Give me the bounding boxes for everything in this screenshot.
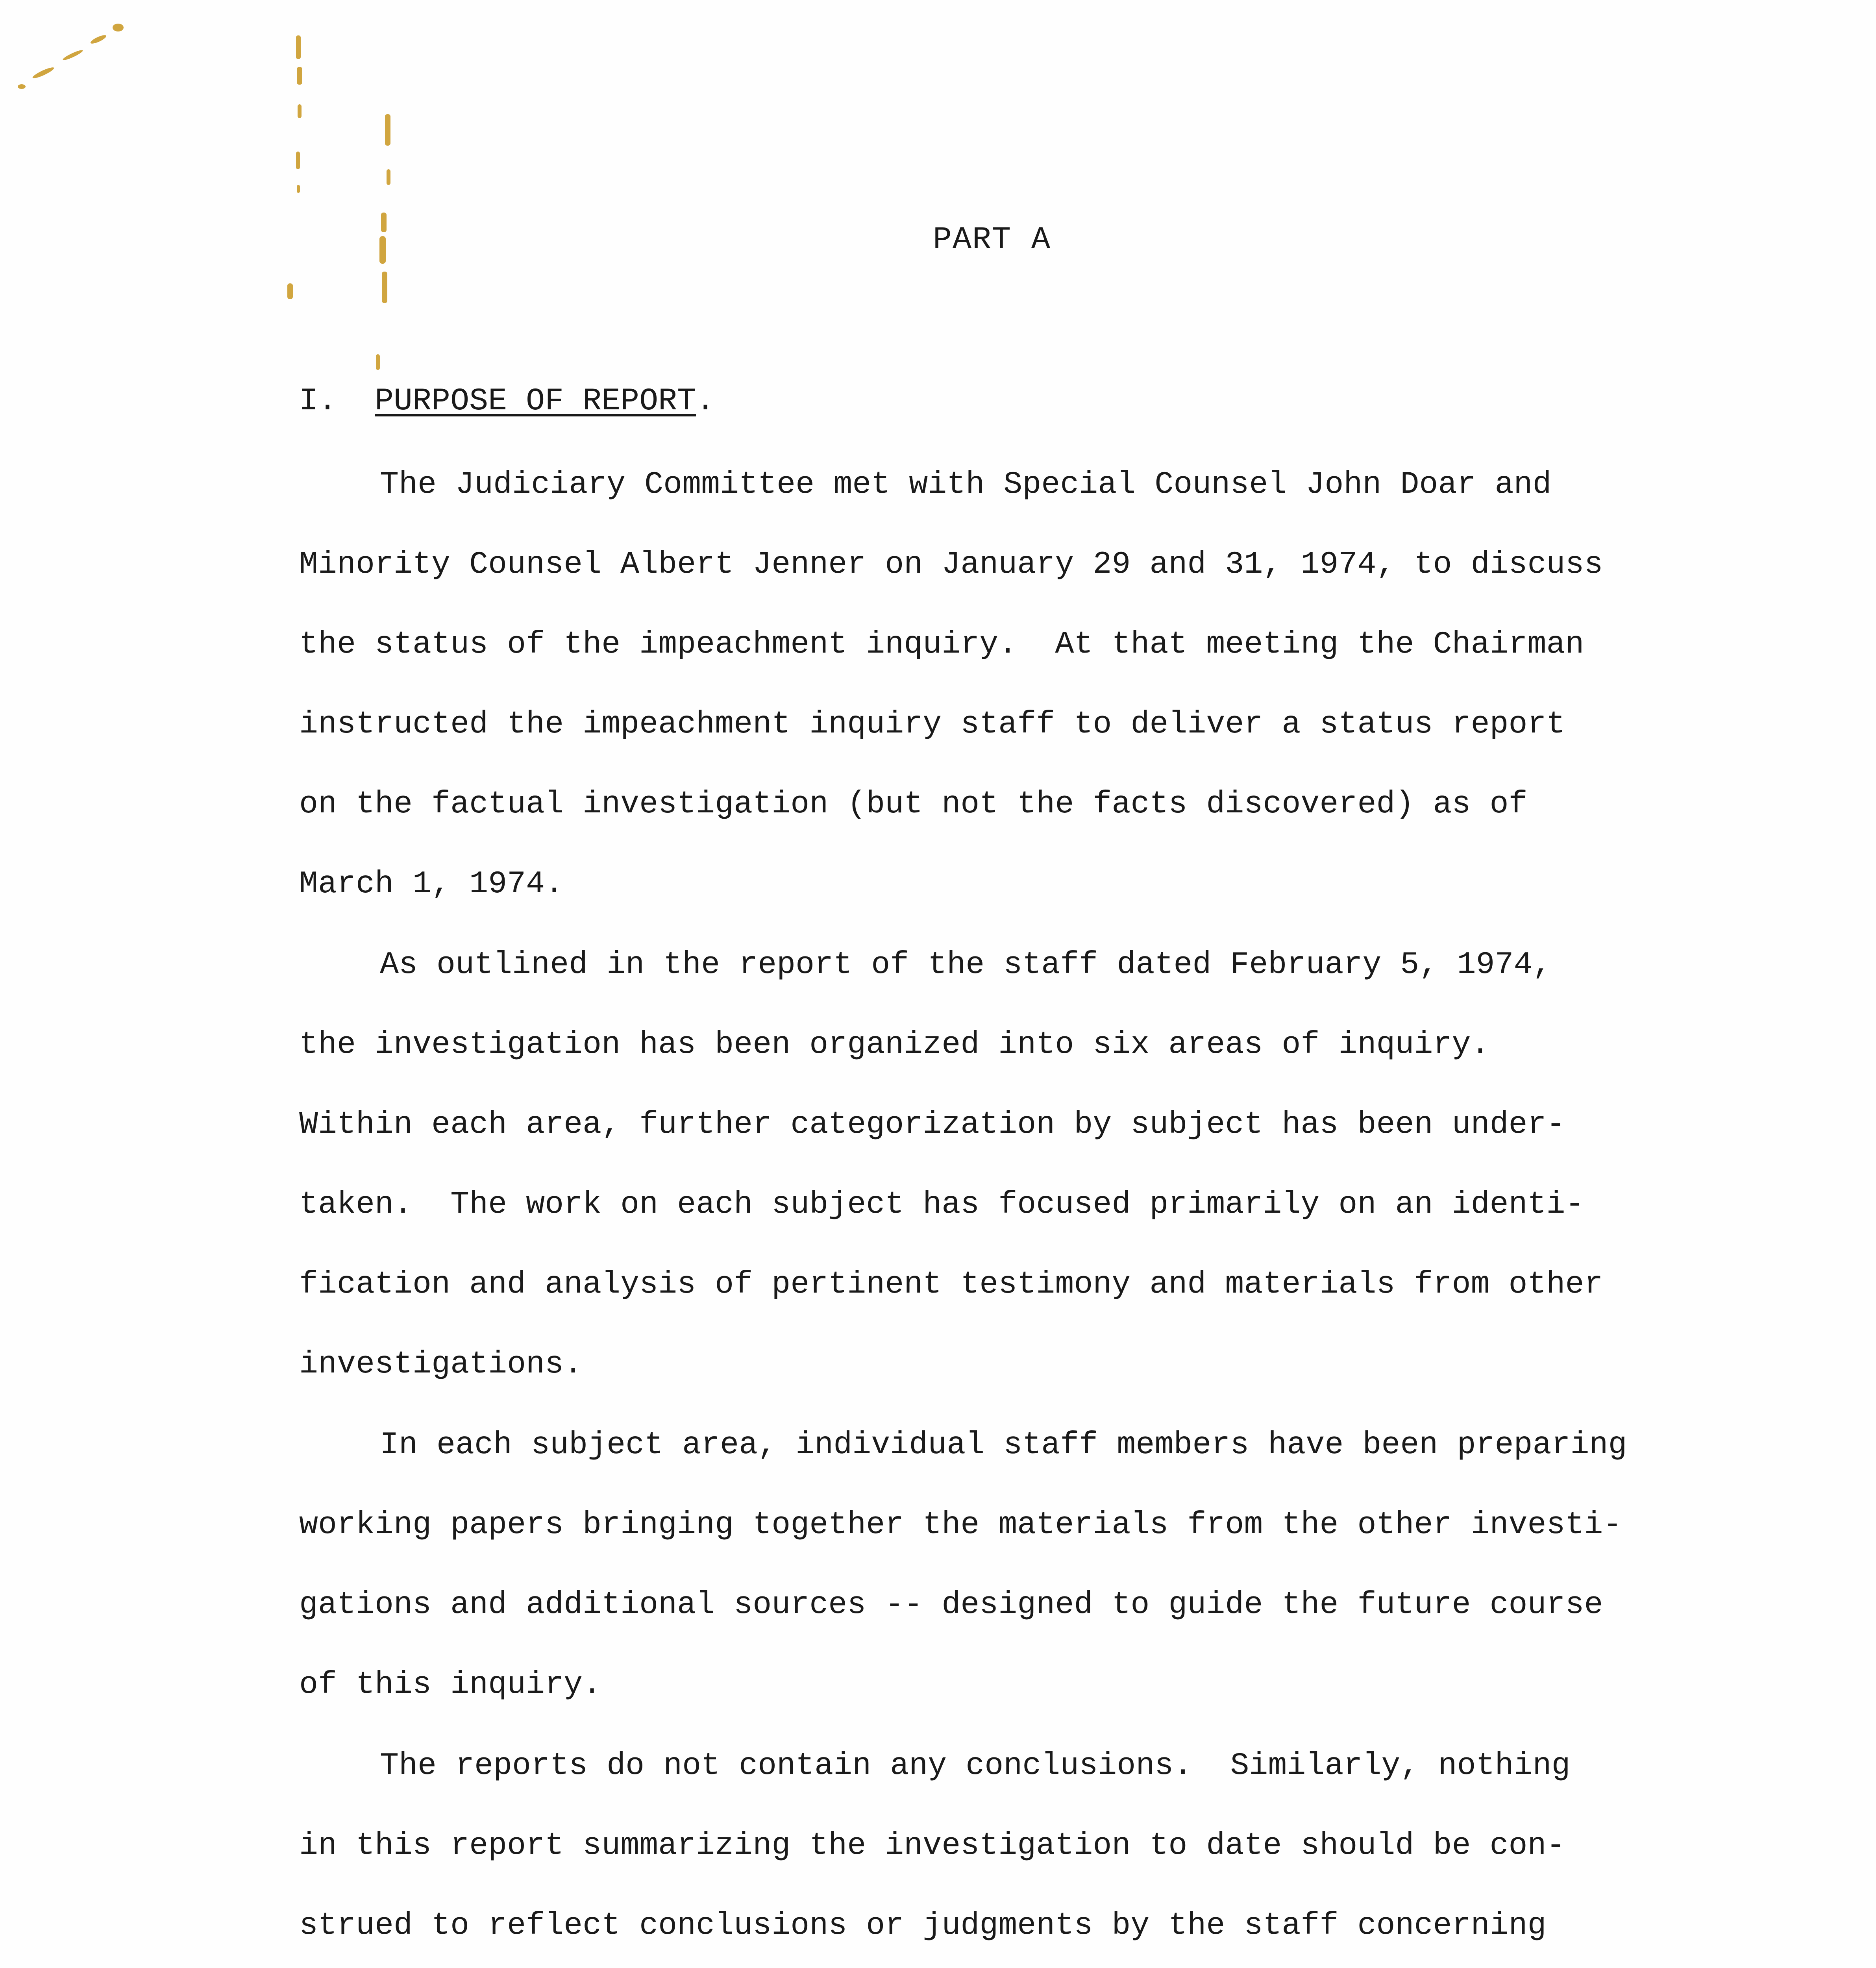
- paragraph-line: Minority Counsel Albert Jenner on January 29 and 31, 1974, to discuss: [299, 547, 1603, 583]
- paragraph-line: instructed the impeachment inquiry staff to deliver a status report: [299, 707, 1565, 742]
- paragraph-line: on the factual investigation (but not the facts discovered) as of: [299, 786, 1528, 822]
- paragraph-line: gations and additional sources -- designed to guide the future course: [299, 1587, 1603, 1623]
- paragraph-line: The Judiciary Committee met with Special Counsel John Doar and: [380, 467, 1552, 503]
- section-heading: [299, 380, 715, 423]
- paragraph-line: of this inquiry.: [299, 1667, 602, 1703]
- paragraph-line: investigations.: [299, 1347, 583, 1382]
- paragraph-line: in this report summarizing the investigation to date should be con-: [299, 1828, 1565, 1864]
- paragraph-2: [299, 925, 1716, 1404]
- paragraph-line: strued to reflect conclusions or judgments by the staff concerning: [299, 1908, 1547, 1944]
- paragraph-line: As outlined in the report of the staff dated February 5, 1974,: [380, 947, 1552, 983]
- paragraph-line: March 1, 1974.: [299, 866, 564, 902]
- section-title: PURPOSE OF REPORT: [375, 383, 696, 419]
- paragraph-line: [299, 1966, 1716, 1968]
- paragraph-line: the status of the impeachment inquiry. At that meeting the Chairman: [299, 627, 1584, 662]
- part-title: PART A: [933, 222, 1051, 258]
- paragraph-line: fication and analysis of pertinent testimony and materials from other: [299, 1267, 1603, 1302]
- paragraph-line: The reports do not contain any conclusions. Similarly, nothing: [380, 1748, 1571, 1784]
- paragraph-line: the investigation has been organized into six areas of inquiry.: [299, 1027, 1490, 1063]
- paragraph-line: working papers bringing together the materials from the other investi-: [299, 1507, 1622, 1543]
- section-number: I.: [299, 383, 337, 419]
- paragraph-line: In each subject area, individual staff members have been preparing: [380, 1427, 1627, 1463]
- paragraph-1: [299, 445, 1716, 924]
- section-title-period: .: [696, 383, 715, 419]
- paragraph-line: taken. The work on each subject has focused primarily on an identi-: [299, 1187, 1584, 1223]
- paragraph-line: Within each area, further categorization by subject has been under-: [299, 1107, 1565, 1143]
- staple-stain-marks: [0, 0, 1876, 394]
- paragraph-3: [299, 1405, 1716, 1725]
- paragraph-4: [299, 1726, 1716, 1968]
